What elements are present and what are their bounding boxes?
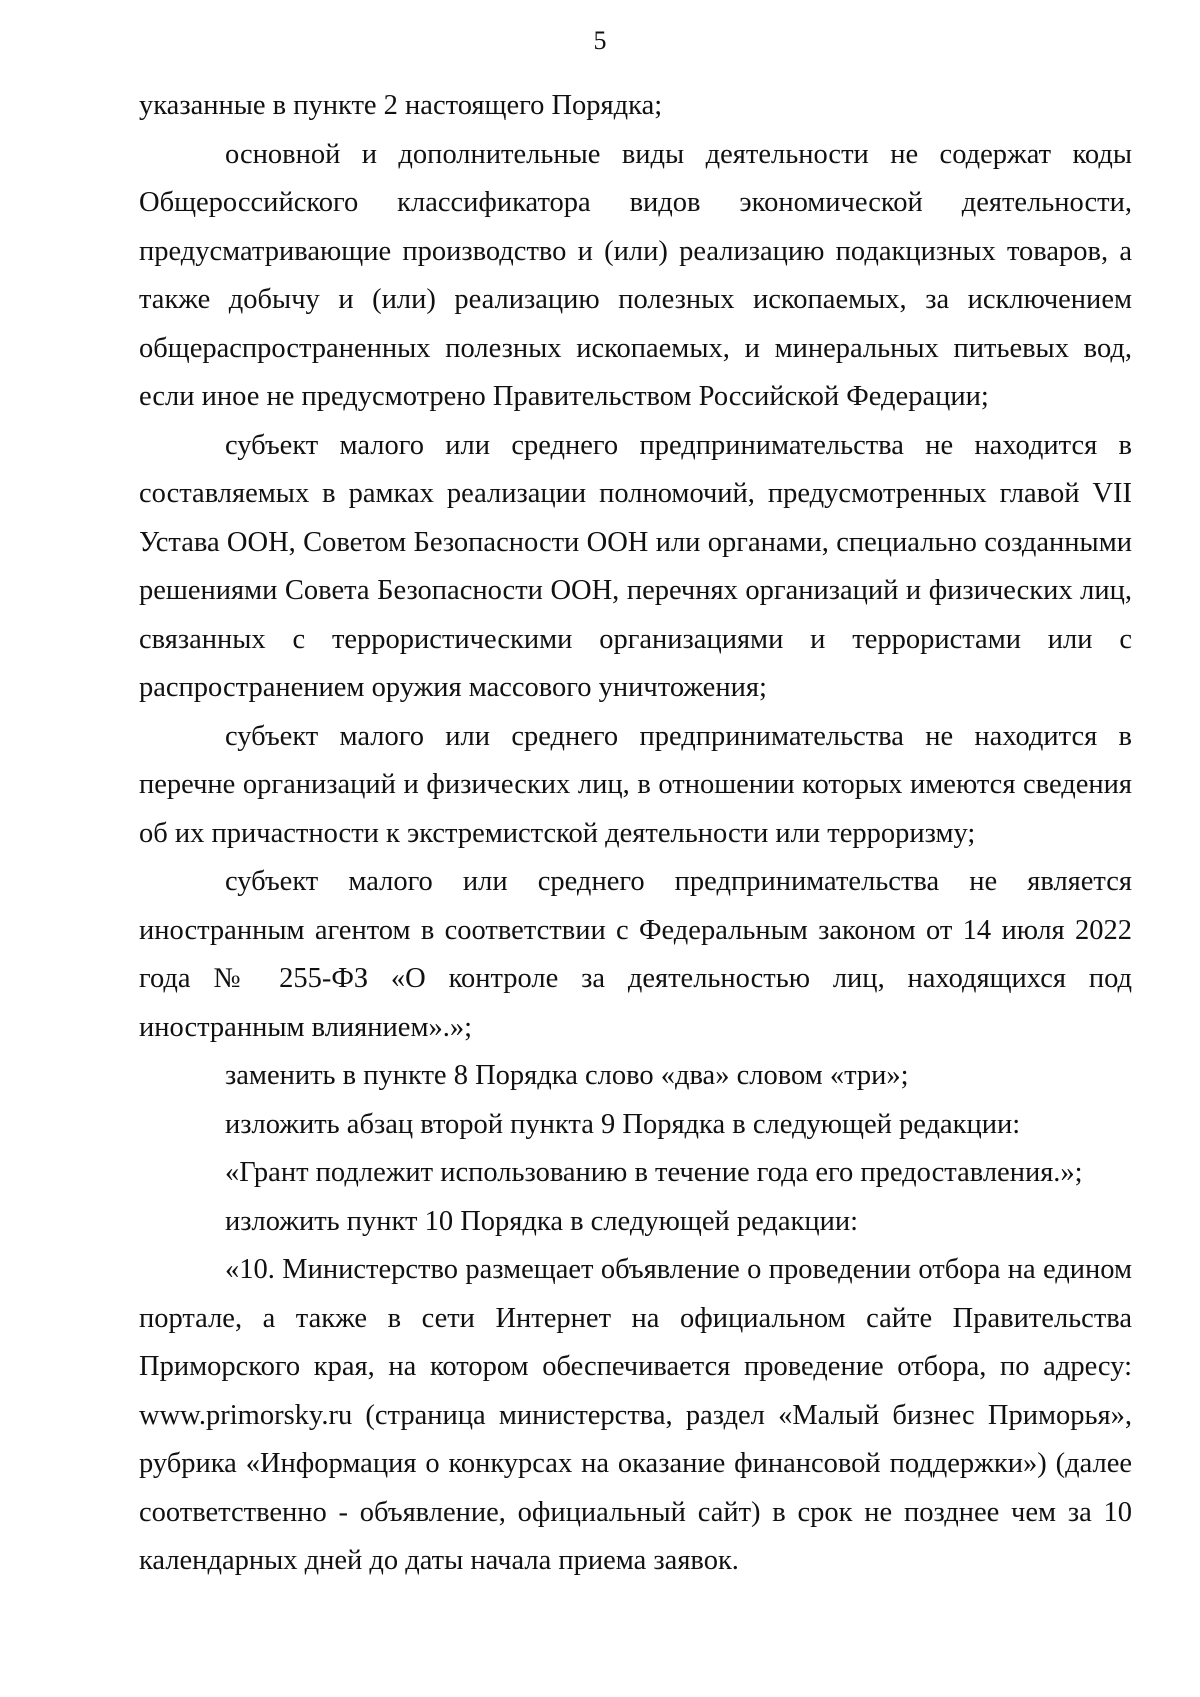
- paragraph-item-10-intro: изложить пункт 10 Порядка в следующей редакции:: [225, 1205, 859, 1237]
- paragraph-continuation: указанные в пункте 2 настоящего Порядка;: [139, 90, 663, 121]
- paragraph-item-9-text: «Грант подлежит использованию в течение года его предоставления.»;: [225, 1157, 1083, 1188]
- paragraph-okved: основной и дополнительные виды деятельности не содержат коды Общероссийского классификатора видов экономической деятельности, предусматривающие производство и (или) реализацию подакцизных товаров, а также добычу и (или) реализацию полезных ископаемых, за исключением общераспространенных полезных ископаемых, и минеральных питьевых вод, если иное не предусмотрено Правительством Российской Федерации;: [139, 138, 1132, 412]
- paragraph-item-10-text: «10. Министерство размещает объявление о проведении отбора на едином портале, а также в сети Интернет на официальном сайте Правительства Приморского края, на котором обеспечивается проведение отбора, по адресу: www.primorsky.ru (страница министерства, раздел «Малый бизнес Приморья», рубрика «Информация о конкурсах на оказание финансовой поддержки») (далее соответственно - объявление, официальный сайт) в срок не позднее чем за 10 календарных дней до даты начала приема заявок.: [139, 1254, 1132, 1576]
- paragraph-foreign-agent: субъект малого или среднего предпринимательства не является иностранным агентом в соответствии с Федеральным законом от 14 июля 2022 года № 255-ФЗ «О контроле за деятельностью лиц, находящихся под иностранным влиянием».»;: [139, 866, 1132, 1043]
- paragraph-extremism-list: субъект малого или среднего предпринимательства не находится в перечне организаций и физических лиц, в отношении которых имеются сведения об их причастности к экстремистской деятельности или терроризму;: [139, 720, 1132, 849]
- paragraph-item-9-intro: изложить абзац второй пункта 9 Порядка в следующей редакции:: [225, 1108, 1021, 1140]
- page-number: 5: [593, 26, 607, 55]
- document-body: [139, 82, 1132, 1586]
- paragraph-item-8: заменить в пункте 8 Порядка слово «два» словом «три»;: [225, 1060, 909, 1091]
- paragraph-un-lists: субъект малого или среднего предпринимательства не находится в составляемых в рамках реализации полномочий, предусмотренных главой VII Устава ООН, Советом Безопасности ООН или органами, специально созданными решениями Совета Безопасности ООН, перечнях организаций и физических лиц, связанных с террористическими организациями и террористами или с распространением оружия массового уничтожения;: [139, 429, 1132, 703]
